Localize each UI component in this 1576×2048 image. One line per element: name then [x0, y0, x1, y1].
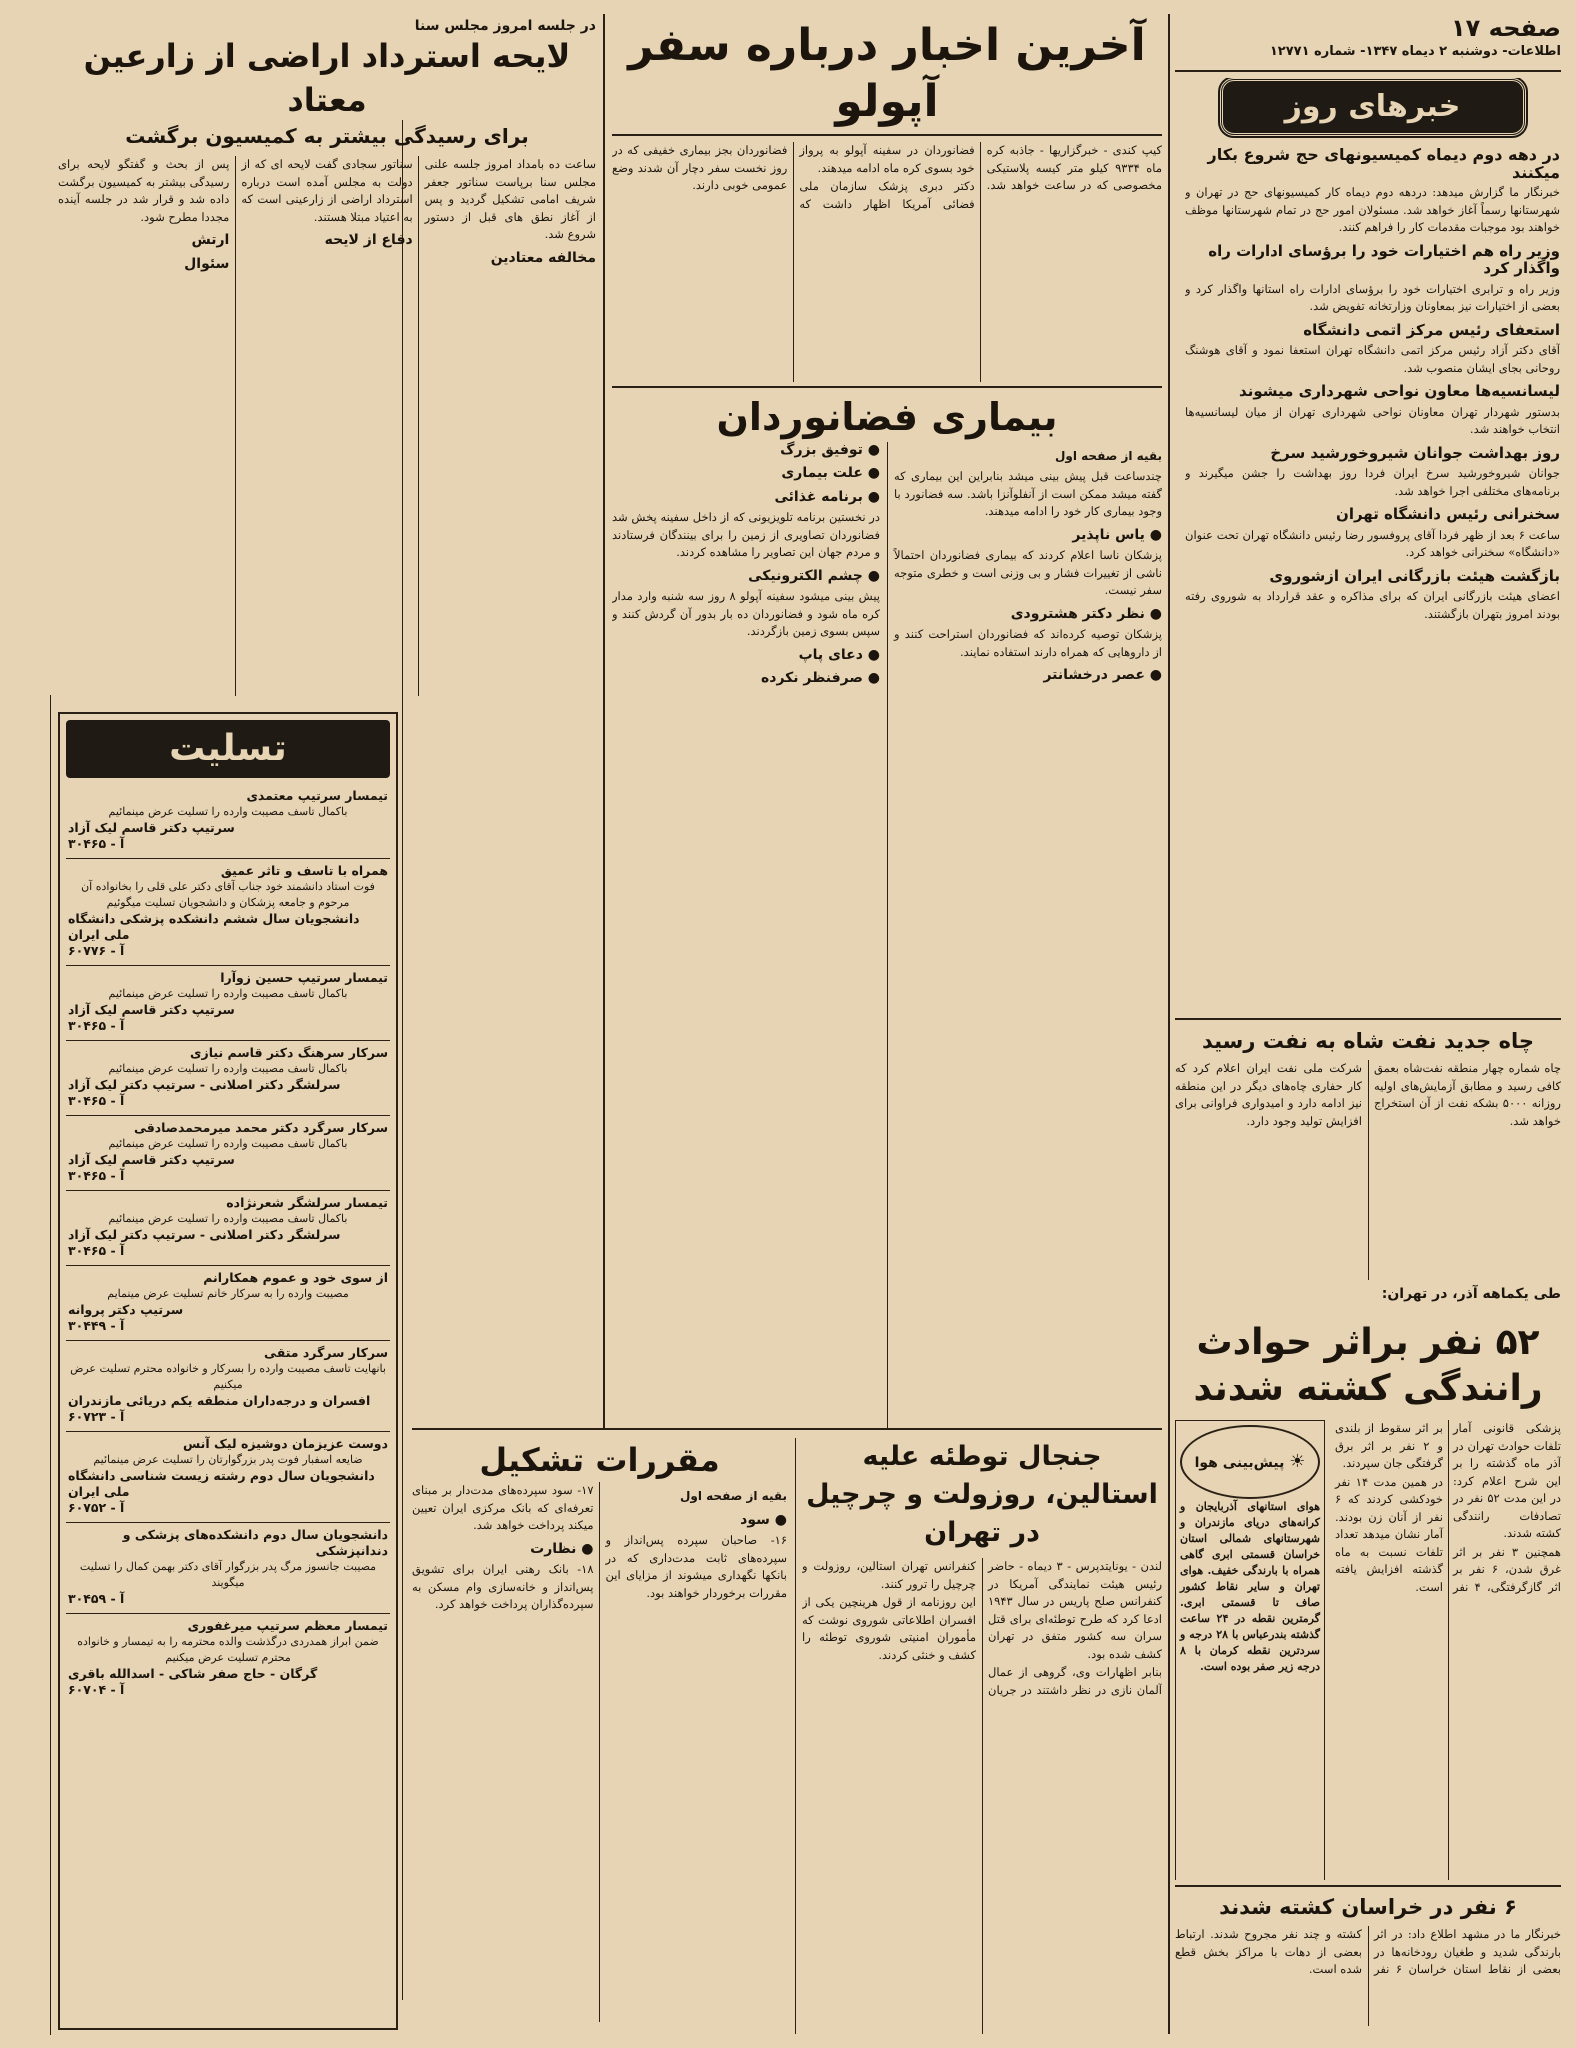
condolence-notice: تیمسار سرتیپ معتمدی باکمال تاسف مصیبت وارده را تسلیت عرض مینمائیم سرتیپ دکتر قاسم لیک آزاد آ - ۳۰۴۶۵ — [66, 784, 390, 859]
news-item: استعفای رئیس مرکز اتمی دانشگاه آقای دکتر آزاد رئیس مرکز اتمی دانشگاه تهران استعفا نمود و آقای هوشنگ روحانی بجای ایشان منصوب شد. — [1185, 320, 1560, 375]
oil-subhead: طی یکماهه آذر، در تهران: — [1381, 1286, 1561, 1302]
illness-subhead: ● توفیق بزرگ — [612, 442, 880, 460]
illness-subhead: ● یاس ناپذیر — [894, 527, 1162, 545]
weather-text: هوای استانهای آذربایجان و کرانه‌های دریای مازندران و شهرستانهای شمالی استان خراسان قسمتی ابری گاهی همراه با بارندگی خفیف. هوای تهران و سایر نقاط کشور صاف تا قسمتی ابری. گرمترین نقطه در ۲۴ ساعت گذشته بندرعباس با ۲۸ درجه و سردترین نقطه کرمان با ۸ درجه زیر صفر بوده است. — [1180, 1500, 1320, 1673]
condolence-title: تسلیت — [66, 720, 390, 778]
regulations-subhead: ● سود — [606, 1512, 788, 1530]
khorasan-headline: ۶ نفر در خراسان کشته شدند — [1219, 1895, 1517, 1919]
senate-subhead: مخالفه معتادین — [490, 249, 596, 266]
stalin-headline: جنجال توطئه علیه استالین، روزولت و چرچیل در تهران — [806, 1441, 1158, 1548]
accidents-paragraph: همچنین ۳ نفر بر اثر غرق شدن، ۶ نفر بر اثر گازگرفتگی، ۴ نفر بر اثر سقوط از بلندی و ۲ نفر بر اثر برق گرفتگی جان سپردند. — [1335, 1421, 1561, 1594]
condolence-notice: سرکار سرهنگ دکتر قاسم نیازی باکمال تاسف مصیبت وارده را تسلیت عرض مینمائیم سرلشگر دکتر اصلانی - سرتیپ دکتر لیک آزاد آ - ۳۰۴۶۵ — [66, 1041, 390, 1116]
news-item: روز بهداشت جوانان شیروخورشید سرخ جوانان شیروخورشید سرخ ایران فردا روز بهداشت را جشن میگیرند و برنامه‌های مختلفی اجرا خواهد شد. — [1185, 443, 1560, 498]
regulations-paragraph: ۱۶- صاحبان سپرده پس‌انداز و سپرده‌های ثابت مدت‌داری که در بانکها نگهداری میشوند از مزایای این مقررات برخوردار خواهند بود. — [605, 1533, 787, 1600]
apollo-paragraph: پیش بینی میشود سفینه آپولو ۸ روز سه شنبه وارد مدار کره ماه شود و فضانوردان ده بار بدور آن گردش کنند و سپس بسوی زمین بازگردند. — [612, 589, 880, 638]
oil-article — [1175, 1026, 1561, 1316]
khorasan-article — [1175, 1892, 1561, 2034]
illness-subhead: ● نظر دکتر هشترودی — [894, 606, 1162, 624]
senate-paragraph: سناتور سجادی گفت لایحه ای که از دولت به مجلس آمده است درباره استرداد اراضی از زارعینی است که به اعتیاد مبتلا هستند. — [241, 157, 413, 224]
senate-headline: لایحه استرداد اراضی از زارعین معتاد — [83, 37, 571, 119]
accidents-paragraph: در همین مدت ۱۴ نفر خودکشی کردند که ۶ نفر از آنان زن بودند. آمار نشان میدهد تعداد تلفات نسبت به ماه گذشته افزایش یافته است. — [1335, 1474, 1443, 1594]
accidents-article — [1175, 1320, 1561, 1880]
apollo-paragraph: در نخستین برنامه تلویزیونی که از داخل سفینه پخش شد فضانوردان تصاویری از زمین را برای بینندگان فرستادند و مردم جهان این تصاویر را مشاهده کردند. — [612, 510, 880, 559]
illness-article: بیماری فضانوردان بقیه از صفحه اول چندساعت قبل پیش بینی میشد بنابراین این بیماری که گفته میشد ممکن است از آنفلوآنزا باشد. سه فضانورد با وجود بیماری کار خود را ادامه میدهند. ● یاس ناپذیر پزشکان ناسا اعلام کردند که بیماری فضانوردان احتمالاً ناشی از تغییرات فشار و بی وزنی است و خطری متوجه سفر نیست. ● نظر دکتر هشترودی پزشکان توصیه کرده‌اند که فضانوردان استراحت کنند و از داروهایی که همراه دارند استفاده نمایند. ● عصر درخشانتر ● توفیق بزرگ ● علت بیماری ● برنامه غذائی در نخستین برنامه تلویزیونی که از داخل سفینه پخش شد فضانوردان تصاویری از زمین را برای بینندگان فرستادند و مردم جهان این تصاویر را مشاهده کردند. ● چشم الکترونیکی پیش بینی میشود سفینه آپولو ۸ روز سه شنبه وارد مدار کره ماه شود و فضانوردان ده بار بدور آن گردش کنند و سپس بسوی زمین بازگردند. ● دعای پاپ ● صرفنظر نکرده — [612, 392, 1162, 1429]
senate-subhead: دفاع از لایحه — [324, 232, 413, 248]
page-header — [1175, 14, 1561, 66]
page-number: صفحه ۱۷ — [1451, 14, 1561, 42]
condolence-notice: دوست عزیزمان دوشیزه لیک آنس ضایعه اسفبار فوت پدر بزرگوارتان را تسلیت عرض مینمائیم دانشجویان سال دوم رشته زیست شناسی دانشگاه ملی ایران آ - ۶۰۷۵۲ — [66, 1432, 390, 1523]
condolence-notice: تیمسار معظم سرتیپ میرغفوری ضمن ابراز همدردی درگذشت والده محترمه را به تیمسار و خانواده محترم تسلیت عرض میکنیم گرگان - حاج صفر شاکی - اسدالله باقری آ - ۶۰۷۰۴ — [68, 1618, 388, 1697]
oil-paragraph: چاه شماره چهار منطقه نفت‌شاه بعمق کافی رسید و مطابق آزمایش‌های اولیه روزانه ۵۰۰۰ بشکه نفت از آن استخراج خواهد شد. — [1374, 1061, 1561, 1128]
accidents-headline: ۵۲ نفر براثر حوادث رانندگی کشته شدند — [1193, 1322, 1543, 1409]
senate-deck: برای رسیدگی بیشتر به کمیسیون برگشت — [125, 124, 529, 148]
illness-paragraph: پزشکان توصیه کرده‌اند که فضانوردان استراحت کنند و از داروهایی که همراه دارند استفاده نمایند. — [894, 627, 1162, 659]
illness-subhead: ● عصر درخشانتر — [894, 667, 1162, 685]
news-item: لیسانسیه‌ها معاون نواحی شهرداری میشوند بدستور شهردار تهران معاونان نواحی شهرداری تهران از میان لیسانسیه‌ها انتخاب خواهند شد. — [1185, 382, 1560, 436]
regulations-paragraph: ۱۷- سود سپرده‌های مدت‌دار بر مبنای تعرفه‌ای که بانک مرکزی ایران تعیین میکند پرداخت خواهد شد. — [412, 1483, 594, 1532]
senate-paragraph: پس از بحث و گفتگو لایحه برای رسیدگی بیشتر به کمیسیون برگشت داده شد و قرار شد در جلسه آینده مجددا مطرح شود. — [58, 157, 230, 224]
senate-kicker: در جلسه امروز مجلس سنا — [414, 18, 596, 34]
condolence-notice: همراه با تاسف و تاثر عمیق فوت استاد دانشمند خود جناب آقای دکتر علی قلی را بخانواده آن مرحوم و جامعه پزشکان و دانشجویان تسلیت میگوئیم دانشجویان سال ششم دانشکده پزشکی دانشگاه ملی ایران آ - ۶۰۷۷۶ — [66, 859, 390, 966]
illness-paragraph: چندساعت قبل پیش بینی میشد بنابراین این بیماری که گفته میشد ممکن است از آنفلوآنزا باشد. سه فضانورد با وجود بیماری کار خود را ادامه میدهند. — [894, 469, 1162, 518]
stalin-paragraph: بنابر اظهارات وی، گروهی از عمال آلمان نازی در نظر داشتند در جریان کنفرانس تهران استالین، روزولت و چرچیل را ترور کنند. — [802, 1559, 1162, 1697]
stalin-paragraph: این روزنامه از قول هرینچین یکی از افسران اطلاعاتی شوروی نوشت که مأموران امنیتی شوروی توطئه را کشف و خنثی کردند. — [802, 1595, 976, 1662]
regulations-article: مقررات تشکیل بقیه از صفحه اول ● سود ۱۶- صاحبان سپرده پس‌انداز و سپرده‌های ثابت مدت‌داری که در بانکها نگهداری میشوند از مزایای این مقررات برخوردار خواهند بود. ۱۷- سود سپرده‌های مدت‌دار بر مبنای تعرفه‌ای که بانک مرکزی ایران تعیین میکند پرداخت خواهد شد. ● نظارت ۱۸- بانک رهنی ایران برای تشویق پس‌انداز و خانه‌سازی وام مسکن به سپرده‌گذاران پرداخت خواهد کرد. — [412, 1438, 787, 2034]
illness-paragraph: پزشکان ناسا اعلام کردند که بیماری فضانوردان احتمالاً ناشی از تغییرات فشار و بی وزنی است و خطری متوجه سفر نیست. — [894, 548, 1162, 597]
stalin-paragraph: لندن - یونایتدپرس - ۳ دیماه - حاضر رئیس هیئت نمایندگی آمریکا در کنفرانس صلح پاریس در سال ۱۹۴۳ ادعا کرد که طرح توطئه‌ای برای قتل سران سه کشور متفق در تهران کشف شده بود. — [988, 1559, 1162, 1661]
apollo-article — [612, 18, 1162, 1428]
news-item: بازگشت هیئت بازرگانی ایران ازشوروی اعضای هیئت بازرگانی ایران که برای مذاکره و عقد قرارداد به شوروی رفته بودند امروز بتهران بازگشتند. — [1185, 566, 1560, 621]
oil-paragraph: شرکت ملی نفت ایران اعلام کرد که کار حفاری چاه‌های دیگر در این منطقه نیز ادامه دارد و امیدواری فراوانی برای افزایش تولید وجود دارد. — [1175, 1061, 1362, 1128]
condolence-notice: سرکار سرگرد متقی بانهایت تاسف مصیبت وارده را بسرکار و خانواده محترم تسلیت عرض میکنیم افسران و درجه‌داران منطقه یکم دریائی مازندران آ - ۶۰۷۲۳ — [66, 1341, 390, 1432]
condolence-box — [58, 712, 398, 2030]
regulations-paragraph: ۱۸- بانک رهنی ایران برای تشویق پس‌انداز و خانه‌سازی وام مسکن به سپرده‌گذاران پرداخت خواهد کرد. — [412, 1562, 594, 1611]
condolence-notice: تیمسار سرتیپ حسین زوآرا باکمال تاسف مصیبت وارده را تسلیت عرض مینمائیم سرتیپ دکتر قاسم لیک آزاد آ - ۳۰۴۶۵ — [66, 966, 390, 1041]
apollo-subhead: ● چشم الکترونیکی — [612, 568, 880, 586]
apollo-paragraph: دکتر دبری پزشک سازمان ملی فضائی آمریکا اظهار داشت که فضانوردان بجز بیماری خفیفی که در روز نخست سفر دچار آن شدند وضع عمومی خوبی دارند. — [612, 143, 975, 211]
weather-badge: ☀ پیش‌بینی هوا — [1180, 1425, 1320, 1499]
news-item: سخنرانی رئیس دانشگاه تهران ساعت ۶ بعد از ظهر فردا آقای پروفسور رضا رئیس دانشگاه تهران تحت عنوان «دانشگاه» سخنرانی خواهد کرد. — [1185, 505, 1560, 559]
condolence-notice: از سوی خود و عموم همکارانم مصیبت وارده را به سرکار خانم تسلیت عرض مینمایم سرتیپ دکتر پروانه آ - ۳۰۴۴۹ — [66, 1266, 390, 1341]
weather-box — [1175, 1420, 1325, 1880]
illness-subhead: ● برنامه غذائی — [612, 489, 880, 507]
accidents-paragraph: پزشکی قانونی آمار تلفات حوادث تهران در آذر ماه گذشته را بر این شرح اعلام کرد: در این مدت ۵۲ نفر در تصادفات رانندگی کشته شدند. — [1453, 1421, 1561, 1540]
news-of-the-day — [1185, 78, 1560, 1158]
khorasan-paragraph: خبرنگار ما در مشهد اطلاع داد: در اثر بارندگی شدید و طغیان رودخانه‌ها در بعضی از نقاط استان خراسان ۶ نفر کشته و چند نفر مجروح شدند. ارتباط بعضی از دهات با مراکز بخش قطع شده است. — [1175, 1927, 1561, 1976]
apollo-paragraph: کیپ کندی - خبرگزاریها - جاذبه کره ماه ۹۳۳۴ کیلو متر کیسه پلاستیکی مخصوصی که در ساعت خواهد شد. فضانوردان در سفینه آپولو به پرواز خود بسوی کره ماه ادامه میدهند. — [799, 143, 1162, 192]
apollo-subhead: ● صرفنظر نکرده — [612, 670, 880, 688]
condolence-notice: سرکار سرگرد دکتر محمد میرمحمدصادقی باکمال تاسف مصیبت وارده را تسلیت عرض مینمائیم سرتیپ دکتر قاسم لیک آزاد آ - ۳۰۴۶۵ — [66, 1116, 390, 1191]
regulations-headline: مقررات تشکیل — [479, 1441, 720, 1479]
regulations-subhead: ● نظارت — [412, 1541, 594, 1559]
sun-icon: ☀ — [1289, 1451, 1306, 1472]
apollo-headline: آخرین اخبار درباره سفر آپولو — [628, 20, 1146, 127]
dateline: اطلاعات- دوشنبه ۲ دیماه ۱۳۴۷- شماره ۱۲۷۷۱ — [1269, 44, 1561, 59]
news-item: در دهه دوم دیماه کمیسیونهای حج شروع بکار میکنند خبرنگار ما گزارش میدهد: دردهه دوم دیماه کار کمیسیونهای حج در تهران و شهرستانها رسماً آغاز خواهد شد. مسئولان امور حج در تمام شهرستانها موظف خواهند بود موجبات مقدمات کار را فراهم کنند. — [1185, 145, 1560, 234]
news-item: وزیر راه هم اختیارات خود را برؤسای ادارات راه واگذار کرد وزیر راه و ترابری اختیارات خود را برؤسای ادارات راه استانها واگذار کرد و بعضی از اختیارات نیز بمعاونان وزارتخانه تفویض شد. — [1185, 241, 1560, 313]
condolence-notice: دانشجویان سال دوم دانشکده‌های پزشکی و دندانپزشکی مصیبت جانسوز مرگ پدر بزرگوار آقای دکتر بهمن کمال را تسلیت میگویند آ - ۳۰۴۵۹ — [66, 1523, 390, 1614]
condolence-notice: تیمسار سرلشگر شعرنژاده باکمال تاسف مصیبت وارده را تسلیت عرض مینمائیم سرلشگر دکتر اصلانی - سرتیپ دکتر لیک آزاد آ - ۳۰۴۶۵ — [66, 1191, 390, 1266]
oil-headline: چاه جدید نفت شاه به نفت رسید — [1201, 1029, 1535, 1053]
senate-subhead: ارتش — [191, 232, 230, 248]
illness-headline: بیماری فضانوردان — [716, 394, 1058, 439]
news-box-title: خبرهای روز — [1220, 78, 1526, 136]
stalin-article — [802, 1438, 1162, 2034]
senate-paragraph: ساعت ده بامداد امروز جلسه علنی مجلس سنا برپاست سناتور جعفر شریف امامی تشکیل گردید و پس از آغاز نطق های قبل از دستور شروع شد. — [424, 157, 596, 241]
senate-subhead: سئوال — [184, 255, 230, 272]
apollo-subhead: ● دعای پاپ — [612, 647, 880, 665]
illness-subhead: ● علت بیماری — [612, 465, 880, 483]
